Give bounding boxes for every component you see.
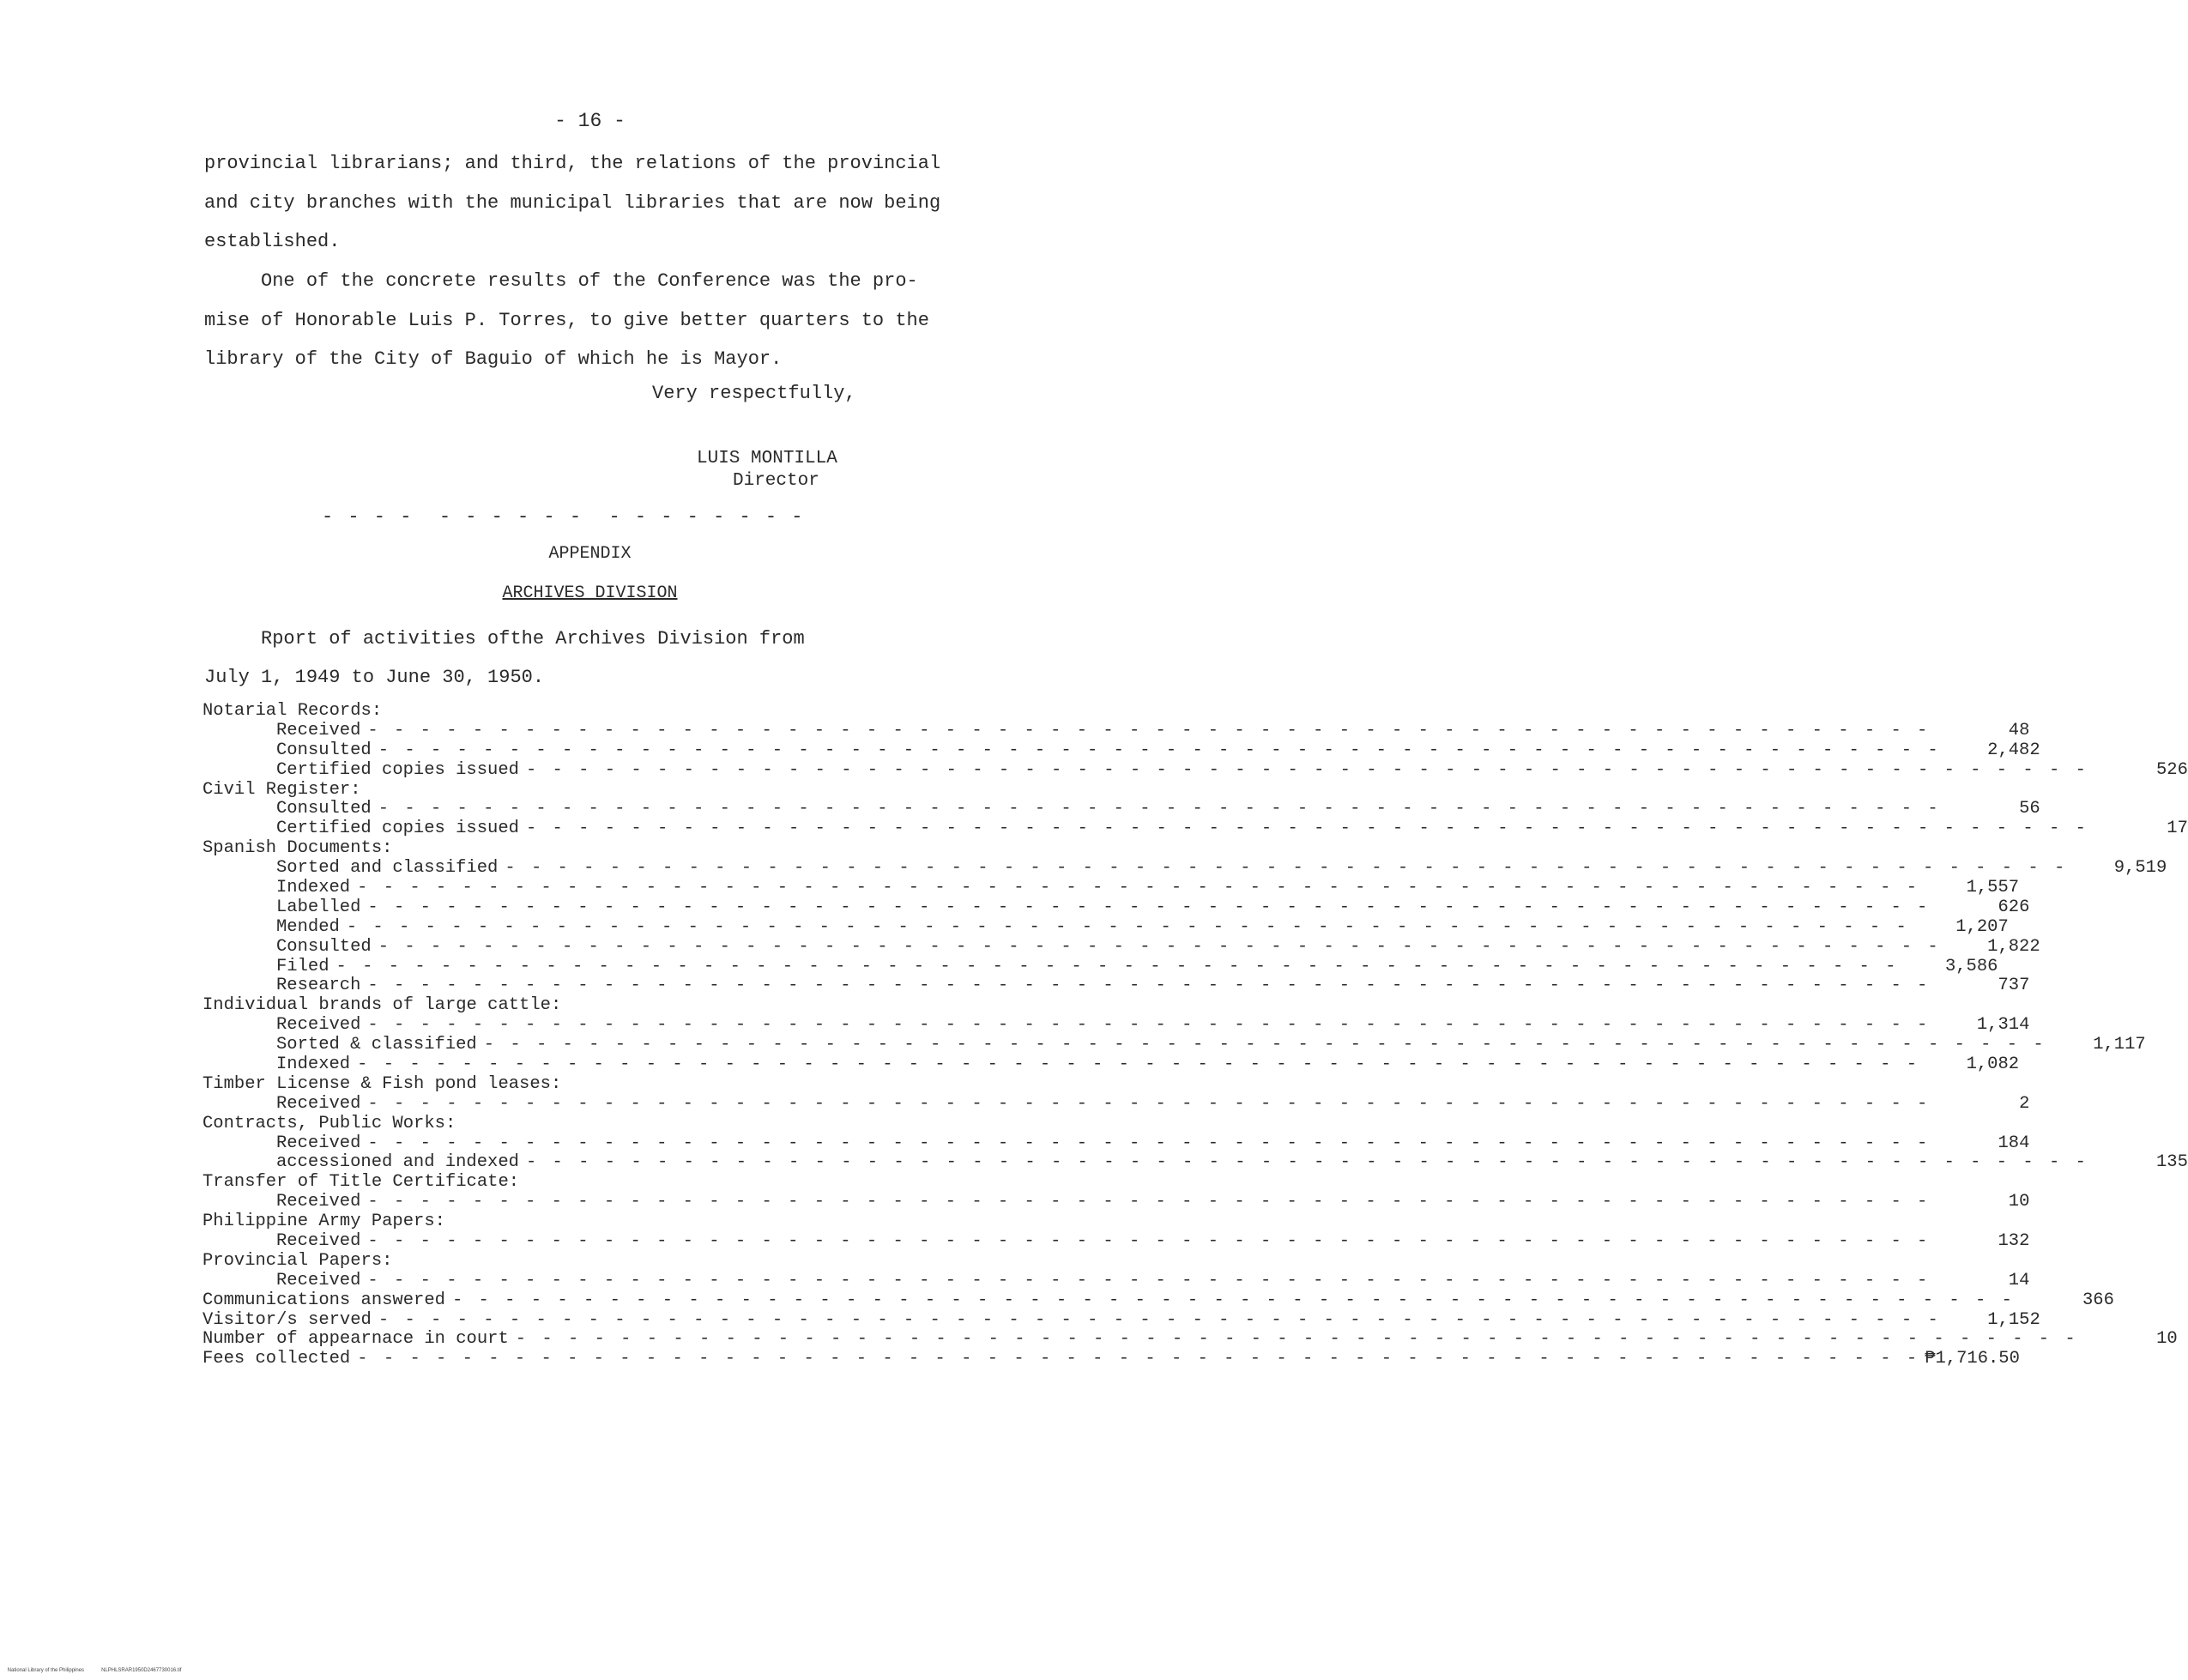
- record-label: Received: [276, 1133, 361, 1153]
- record-label: Consulted: [276, 799, 372, 819]
- record-label: Consulted: [276, 936, 372, 957]
- record-label: Contracts, Public Works:: [202, 1113, 456, 1133]
- record-row: [202, 740, 2040, 761]
- record-value: 526: [2156, 759, 2188, 780]
- dotted-leader: - - - - - - - - - - - - - - - - - - - - - - - - - - - - - - - - - - - - - - - - - - - - - - - - - - - - - - - - - - - -: [367, 720, 1931, 740]
- text-line: July 1, 1949 to June 30, 1950.: [204, 667, 545, 688]
- record-value: 184: [1998, 1133, 2030, 1153]
- record-category: [202, 702, 906, 722]
- record-value: 737: [1998, 976, 2030, 996]
- record-value: 1,117: [2093, 1035, 2146, 1055]
- section-separator: - - - - - - - - - - - - - - - - - -: [322, 506, 805, 528]
- report-intro: [204, 619, 805, 697]
- record-label: Received: [276, 1015, 361, 1036]
- record-category: [202, 781, 906, 801]
- record-row: [202, 720, 2030, 741]
- record-value: 135: [2156, 1152, 2188, 1173]
- dotted-leader: - - - - - - - - - - - - - - - - - - - - - - - - - - - - - - - - - - - - - - - - - - - - - - - - - - - - - - - - - - - -: [346, 916, 1909, 937]
- dotted-leader: - - - - - - - - - - - - - - - - - - - - - - - - - - - - - - - - - - - - - - - - - - - - - - - - - - - - - - - - - - - -: [367, 1231, 1931, 1252]
- record-value: 14: [2008, 1270, 2030, 1290]
- record-category: [202, 1212, 906, 1232]
- record-category: [202, 1252, 906, 1272]
- record-label: Notarial Records:: [202, 700, 383, 721]
- footer-source: National Library of the Philippines: [7, 1668, 85, 1673]
- closing-salutation: Very respectfully,: [652, 383, 856, 404]
- record-row: [202, 819, 2188, 839]
- record-category: [202, 1115, 906, 1134]
- record-row: [202, 858, 2167, 879]
- record-value: 366: [2082, 1290, 2114, 1310]
- record-row: [202, 1055, 2020, 1075]
- paragraph-1: [204, 144, 1011, 262]
- record-value: 1,314: [1976, 1015, 2030, 1036]
- record-label: Number of appearnace in court: [202, 1329, 509, 1350]
- record-value: 56: [2019, 799, 2040, 819]
- record-row: [202, 1349, 2020, 1369]
- dotted-leader: - - - - - - - - - - - - - - - - - - - - - - - - - - - - - - - - - - - - - - - - - - - - - - - - - - - - - - - - - - - -: [367, 976, 1931, 996]
- record-value: 10: [2156, 1329, 2178, 1350]
- dotted-leader: - - - - - - - - - - - - - - - - - - - - - - - - - - - - - - - - - - - - - - - - - - - - - - - - - - - - - - - - - - - -: [378, 740, 1941, 760]
- record-label: Sorted & classified: [276, 1035, 477, 1055]
- dotted-leader: - - - - - - - - - - - - - - - - - - - - - - - - - - - - - - - - - - - - - - - - - - - - - - - - - - - - - - - - - - - -: [451, 1290, 2015, 1310]
- record-category: [202, 839, 906, 859]
- record-label: Visitor/s served: [202, 1309, 372, 1330]
- record-row: [202, 1035, 2146, 1055]
- record-row: [202, 1270, 2030, 1291]
- dotted-leader: - - - - - - - - - - - - - - - - - - - - - - - - - - - - - - - - - - - - - - - - - - - - - - - - - - - - - - - - - - - -: [515, 1329, 2078, 1350]
- text-line: library of the City of Baguio of which he is Mayor.: [204, 348, 783, 370]
- record-category: [202, 1075, 906, 1095]
- record-label: Certified copies issued: [276, 759, 519, 780]
- record-row: [202, 1231, 2030, 1252]
- text-line: established.: [204, 231, 341, 252]
- record-label: Received: [276, 1270, 361, 1290]
- dotted-leader: - - - - - - - - - - - - - - - - - - - - - - - - - - - - - - - - - - - - - - - - - - - - - - - - - - - - - - - - - - - -: [505, 858, 2068, 879]
- record-label: Indexed: [276, 1055, 351, 1075]
- record-value: 48: [2008, 720, 2030, 740]
- page-number: - 16 -: [554, 110, 626, 132]
- record-row: [202, 1309, 2040, 1331]
- dotted-leader: - - - - - - - - - - - - - - - - - - - - - - - - - - - - - - - - - - - - - - - - - - - - - - - - - - - - - - - - - - - -: [378, 799, 1941, 819]
- record-value: 1,557: [1966, 878, 2020, 897]
- record-value: 1,207: [1955, 916, 2009, 937]
- dotted-leader: - - - - - - - - - - - - - - - - - - - - - - - - - - - - - - - - - - - - - - - - - - - - - - - - - - - - - - - - - - - -: [367, 1015, 1931, 1036]
- record-value: 626: [1998, 897, 2030, 917]
- record-label: Transfer of Title Certificate:: [202, 1172, 520, 1193]
- record-row: [202, 976, 2030, 996]
- record-value: 9,519: [2113, 858, 2167, 879]
- record-row: [202, 1015, 2030, 1036]
- dotted-leader: - - - - - - - - - - - - - - - - - - - - - - - - - - - - - - - - - - - - - - - - - - - - - - - - - - - - - - - - - - - -: [525, 819, 2088, 839]
- text-line: Rport of activities ofthe Archives Division from: [204, 628, 805, 650]
- record-row: [202, 1133, 2030, 1154]
- record-label: Communications answered: [202, 1290, 445, 1310]
- record-value: 3,586: [1944, 956, 1998, 976]
- record-label: Timber License & Fish pond leases:: [202, 1073, 562, 1094]
- dotted-leader: - - - - - - - - - - - - - - - - - - - - - - - - - - - - - - - - - - - - - - - - - - - - - - - - - - - - - - - - - - - -: [367, 1192, 1931, 1212]
- dotted-leader: - - - - - - - - - - - - - - - - - - - - - - - - - - - - - - - - - - - - - - - - - - - - - - - - - - - - - - - - - - - -: [525, 1152, 2088, 1173]
- record-label: Labelled: [276, 897, 361, 917]
- dotted-leader: - - - - - - - - - - - - - - - - - - - - - - - - - - - - - - - - - - - - - - - - - - - - - - - - - - - - - - - - - - - -: [367, 1270, 1931, 1290]
- record-value: 1,082: [1966, 1055, 2020, 1075]
- record-row: [202, 936, 2040, 958]
- record-row: [202, 878, 2020, 898]
- record-label: Research: [276, 976, 361, 996]
- record-row: [202, 1290, 2114, 1311]
- paragraph-2: [204, 262, 1011, 379]
- record-row: [202, 1152, 2188, 1173]
- appendix-title: APPENDIX: [548, 544, 632, 564]
- record-value: 1,822: [1987, 936, 2040, 957]
- dotted-leader: - - - - - - - - - - - - - - - - - - - - - - - - - - - - - - - - - - - - - - - - - - - - - - - - - - - - - - - - - - - -: [367, 897, 1931, 917]
- page-footer: [2, 1663, 181, 1678]
- signatory-title: Director: [733, 471, 819, 491]
- dotted-leader: - - - - - - - - - - - - - - - - - - - - - - - - - - - - - - - - - - - - - - - - - - - - - - - - - - - - - - - - - - - -: [357, 878, 1920, 897]
- dotted-leader: - - - - - - - - - - - - - - - - - - - - - - - - - - - - - - - - - - - - - - - - - - - - - - - - - - - - - - - - - - - -: [525, 759, 2088, 780]
- record-label: Received: [276, 1093, 361, 1114]
- record-value: 17: [2167, 819, 2188, 839]
- record-row: [202, 1192, 2030, 1212]
- division-title-text: ARCHIVES DIVISION: [502, 583, 678, 603]
- record-label: Philippine Army Papers:: [202, 1212, 445, 1232]
- signatory-name: LUIS MONTILLA: [697, 449, 837, 468]
- dotted-leader: - - - - - - - - - - - - - - - - - - - - - - - - - - - - - - - - - - - - - - - - - - - - - - - - - - - - - - - - - - - -: [367, 1093, 1931, 1114]
- record-label: Mended: [276, 916, 340, 937]
- record-label: Individual brands of large cattle:: [202, 995, 562, 1016]
- footer-file: NLPHLSRAR1950D2467730016.tif: [101, 1668, 182, 1673]
- record-row: [202, 799, 2040, 819]
- record-row: [202, 1329, 2178, 1351]
- record-label: Certified copies issued: [276, 819, 519, 839]
- record-label: Sorted and classified: [276, 858, 499, 879]
- record-value: ₱1,716.50: [1925, 1349, 2020, 1369]
- record-label: Fees collected: [202, 1349, 351, 1369]
- record-value: 1,152: [1987, 1309, 2040, 1330]
- record-value: 2,482: [1987, 740, 2040, 760]
- record-value: 10: [2008, 1192, 2030, 1212]
- record-category: [202, 1173, 906, 1193]
- text-line: provincial librarians; and third, the relations of the provincial: [204, 153, 941, 174]
- dotted-leader: - - - - - - - - - - - - - - - - - - - - - - - - - - - - - - - - - - - - - - - - - - - - - - - - - - - - - - - - - - - -: [335, 956, 1899, 976]
- dotted-leader: - - - - - - - - - - - - - - - - - - - - - - - - - - - - - - - - - - - - - - - - - - - - - - - - - - - - - - - - - - - -: [357, 1349, 1920, 1369]
- record-label: accessioned and indexed: [276, 1152, 519, 1173]
- record-label: Provincial Papers:: [202, 1250, 393, 1271]
- record-row: [202, 759, 2188, 781]
- record-row: [202, 897, 2030, 918]
- record-row: [202, 916, 2009, 938]
- record-value: 2: [2019, 1093, 2030, 1114]
- record-label: Received: [276, 1192, 361, 1212]
- record-row: [202, 1093, 2030, 1115]
- division-title: [0, 583, 1180, 603]
- record-value: 132: [1998, 1231, 2030, 1252]
- dotted-leader: - - - - - - - - - - - - - - - - - - - - - - - - - - - - - - - - - - - - - - - - - - - - - - - - - - - - - - - - - - - -: [483, 1035, 2046, 1055]
- text-line: One of the concrete results of the Conference was the pro-: [204, 270, 918, 292]
- dotted-leader: - - - - - - - - - - - - - - - - - - - - - - - - - - - - - - - - - - - - - - - - - - - - - - - - - - - - - - - - - - - -: [367, 1133, 1931, 1153]
- record-label: Received: [276, 1231, 361, 1252]
- record-label: Indexed: [276, 878, 351, 897]
- record-label: Consulted: [276, 740, 372, 760]
- record-label: Received: [276, 720, 361, 740]
- dotted-leader: - - - - - - - - - - - - - - - - - - - - - - - - - - - - - - - - - - - - - - - - - - - - - - - - - - - - - - - - - - - -: [378, 936, 1941, 957]
- record-category: [202, 996, 906, 1016]
- activity-records-table: [202, 700, 2188, 1369]
- record-label: Filed: [276, 956, 329, 976]
- dotted-leader: - - - - - - - - - - - - - - - - - - - - - - - - - - - - - - - - - - - - - - - - - - - - - - - - - - - - - - - - - - - -: [357, 1055, 1920, 1075]
- dotted-leader: - - - - - - - - - - - - - - - - - - - - - - - - - - - - - - - - - - - - - - - - - - - - - - - - - - - - - - - - - - - -: [378, 1309, 1941, 1330]
- record-row: [202, 956, 1998, 977]
- signature-block: [697, 448, 837, 493]
- record-label: Civil Register:: [202, 779, 361, 800]
- record-label: Spanish Documents:: [202, 838, 393, 859]
- text-line: mise of Honorable Luis P. Torres, to give better quarters to the: [204, 309, 929, 331]
- text-line: and city branches with the municipal libraries that are now being: [204, 191, 941, 214]
